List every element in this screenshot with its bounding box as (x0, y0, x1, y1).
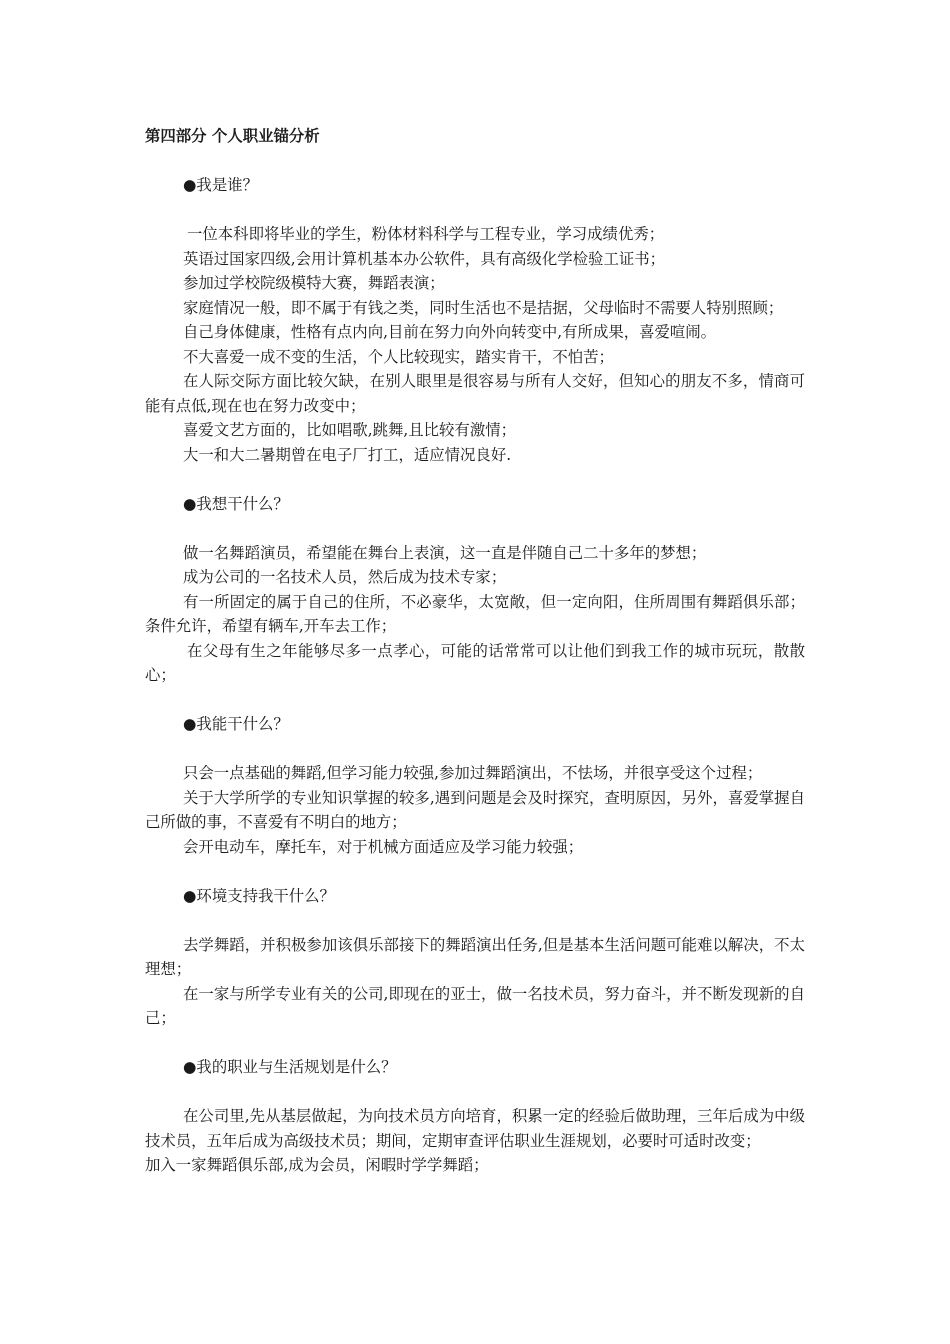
document-body (145, 124, 805, 1178)
section-heading-environment-support: ●环境支持我干什么？ (183, 886, 335, 905)
paragraph: 在父母有生之年能够尽多一点孝心，可能的话常常可以让他们到我工作的城市玩玩，散散心； (145, 641, 805, 684)
paragraph: 做一名舞蹈演员，希望能在舞台上表演，这一直是伴随自己二十多年的梦想； (183, 543, 707, 562)
paragraph: 成为公司的一名技术人员，然后成为技术专家； (183, 568, 507, 586)
section-heading-what-i-want: ●我想干什么？ (183, 494, 289, 513)
paragraph: 只会一点基础的舞蹈,但学习能力较强,参加过舞蹈演出，不怯场，并很享受这个过程； (183, 764, 763, 782)
paragraph: 喜爱文艺方面的，比如唱歌,跳舞,且比较有激情； (183, 421, 516, 439)
section-heading-career-life-plan: ●我的职业与生活规划是什么？ (183, 1058, 397, 1076)
paragraph: 有一所固定的属于自己的住所，不必豪华，太宽敞，但一定向阳，住所周围有舞蹈俱乐部；条件允许，希望有辆车,开车去工作； (145, 592, 805, 635)
document-title: 第四部分 个人职业锚分析 (145, 127, 320, 145)
paragraph: 参加过学校院级模特大赛，舞蹈表演； (183, 274, 445, 292)
paragraph: 自己身体健康，性格有点内向,目前在努力向外向转变中,有所成果，喜爱喧闹。 (183, 323, 717, 341)
paragraph: 在人际交际方面比较欠缺，在别人眼里是很容易与所有人交好，但知心的朋友不多，情商可能有点低,现在也在努力改变中； (145, 372, 805, 415)
paragraph: 不大喜爱一成不变的生活，个人比较现实，踏实肯干，不怕苦； (183, 347, 614, 366)
paragraph: 大一和大二暑期曾在电子厂打工，适应情况良好. (183, 445, 512, 464)
paragraph: 加入一家舞蹈俱乐部,成为会员，闲暇时学学舞蹈； (145, 1156, 489, 1174)
paragraph: 在公司里,先从基层做起，为向技术员方向培育，积累一定的经验后做助理，三年后成为中级技术员，五年后成为高级技术员；期间，定期审查评估职业生涯规划，必要时可适时改变； (145, 1107, 805, 1150)
paragraph: 家庭情况一般，即不属于有钱之类，同时生活也不是拮据，父母临时不需要人特别照顾； (183, 298, 784, 317)
paragraph: 会开电动车，摩托车，对于机械方面适应及学习能力较强； (183, 837, 584, 856)
paragraph: 英语过国家四级,会用计算机基本办公软件，具有高级化学检验工证书； (183, 249, 666, 268)
section-heading-who-am-i: ●我是谁？ (183, 176, 258, 194)
paragraph: 关于大学所学的专业知识掌握的较多,遇到问题是会及时探究，查明原因，另外，喜爱掌握自己所做的事，不喜爱有不明白的地方； (145, 788, 805, 831)
paragraph: 去学舞蹈，并积极参加该俱乐部接下的舞蹈演出任务,但是基本生活问题可能难以解决，不太理想； (145, 935, 805, 978)
paragraph: 一位本科即将毕业的学生，粉体材料科学与工程专业，学习成绩优秀； (187, 225, 665, 243)
paragraph: 在一家与所学专业有关的公司,即现在的亚士，做一名技术员，努力奋斗，并不断发现新的自己； (145, 984, 805, 1027)
section-heading-what-i-can-do: ●我能干什么？ (183, 715, 289, 733)
